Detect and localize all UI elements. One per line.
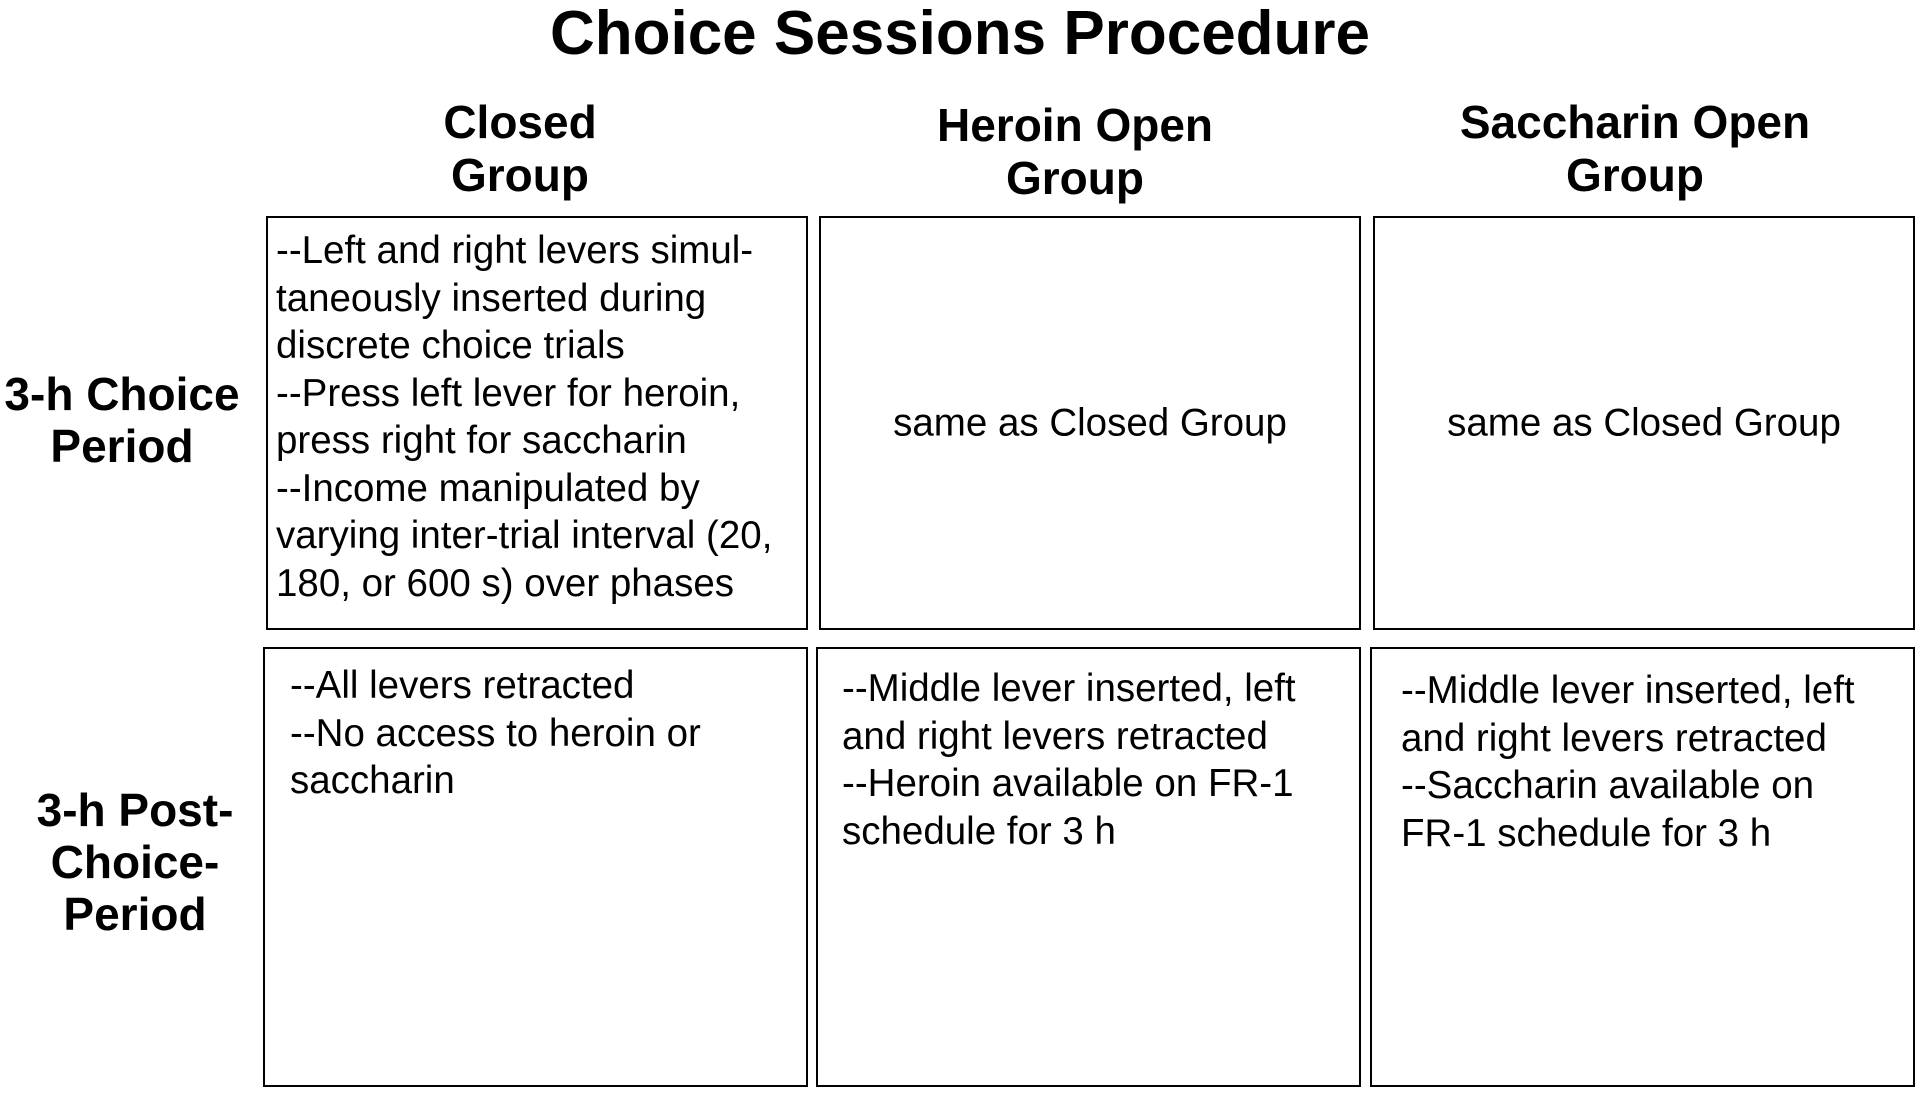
row-header-line: 3-h Choice [4, 368, 240, 420]
column-header-line: Closed [443, 96, 597, 148]
row-header-line: 3-h Post- [36, 784, 234, 836]
cell-text: same as Closed Group [893, 401, 1287, 445]
cell-choice-closed [266, 216, 808, 630]
diagram-title: Choice Sessions Procedure [549, 0, 1371, 68]
cell-post-choice-heroin-open [816, 647, 1361, 1087]
row-header-choice-period [0, 368, 244, 472]
cell-text: --Middle lever inserted, left and right levers retracted --Saccharin available on FR-1 schedule for 3 h [1401, 669, 1855, 855]
row-header-post-choice-period [10, 784, 260, 940]
cell-text: --Middle lever inserted, left and right levers retracted --Heroin available on FR-1 schedule for 3 h [842, 667, 1296, 853]
cell-choice-saccharin-open [1373, 216, 1915, 630]
row-header-line: Choice- [50, 836, 220, 888]
cell-text: same as Closed Group [1447, 401, 1841, 445]
cell-text: --All levers retracted --No access to heroin or saccharin [290, 664, 701, 802]
cell-choice-heroin-open [819, 216, 1361, 630]
row-header-line: Period [50, 420, 194, 472]
cell-post-choice-saccharin-open [1370, 647, 1915, 1087]
column-header-line: Group [451, 149, 589, 201]
column-header-line: Heroin Open [936, 99, 1214, 151]
column-header-closed-group [270, 96, 770, 202]
column-header-heroin-open-group [820, 99, 1330, 205]
column-header-line: Saccharin Open [1459, 96, 1811, 148]
column-header-line: Group [1006, 152, 1144, 204]
row-header-line: Period [63, 888, 207, 940]
column-header-line: Group [1566, 149, 1704, 201]
cell-post-choice-closed [263, 647, 808, 1087]
cell-text: --Left and right levers simul- taneously inserted during discrete choice trials --Press left lever for heroin, press right for saccharin --Income manipulated by varying inter-trial interval (20, 180, or 600 s) over phases [276, 229, 773, 605]
column-header-saccharin-open-group [1375, 96, 1895, 202]
